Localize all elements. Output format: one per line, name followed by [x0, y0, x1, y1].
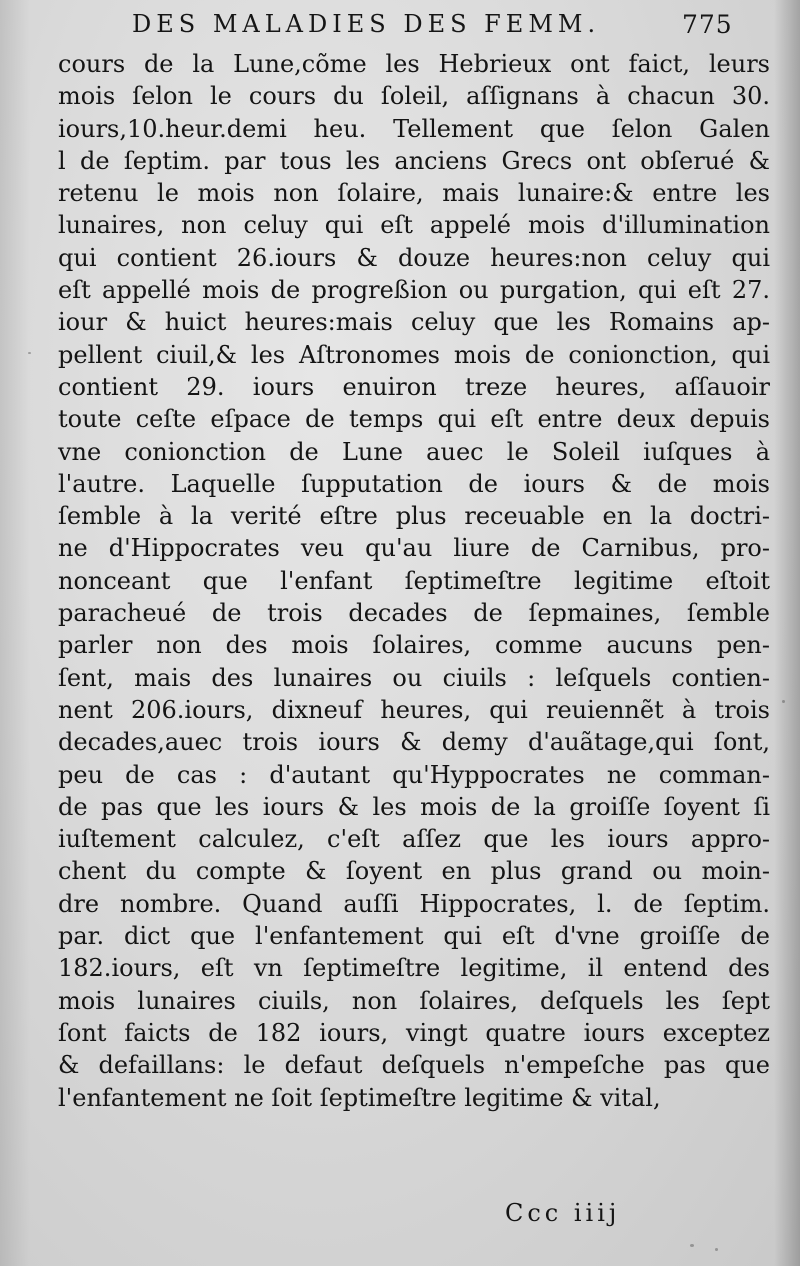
- text-line: l de ſeptim. par tous les anciens Grecs ont obſerué &: [58, 146, 770, 175]
- text-line: ſont faicts de 182 iours, vingt quatre iours exceptez: [58, 1018, 770, 1047]
- text-line: paracheué de trois decades de ſepmaines, ſemble: [58, 599, 770, 628]
- page-edge-shadow: [0, 0, 30, 1266]
- text-line: lunaires, non celuy qui eſt appelé mois d'illumination: [58, 211, 770, 240]
- text-line: iuſtement calculez, c'eſt aſſez que les iours appro-: [58, 825, 770, 854]
- text-line: eſt appellé mois de progreßion ou purgation, qui eſt 27.: [58, 276, 770, 305]
- text-line: l'autre. Laquelle ſupputation de iours & de mois: [58, 469, 770, 498]
- text-line: de pas que les iours & les mois de la groiſſe ſoyent ſi: [58, 792, 770, 821]
- text-line: ſent, mais des lunaires ou ciuils : leſquels contien-: [58, 663, 770, 692]
- signature-mark: Ccc iiij: [505, 1199, 621, 1227]
- text-line: parler non des mois ſolaires, comme aucuns pen-: [58, 631, 770, 660]
- text-line: ſemble à la verité eſtre plus receuable en la doctri-: [58, 502, 770, 531]
- text-line: iour & huict heures:mais celuy que les Romains ap-: [58, 308, 770, 337]
- text-line: l'enfantement ne ſoit ſeptimeſtre legitime & vital,: [58, 1083, 661, 1112]
- text-line: cours de la Lune,cõme les Hebrieux ont faict, leurs: [58, 50, 770, 78]
- running-head-title: DES MALADIES DES FEMM.: [132, 10, 601, 38]
- text-line: retenu le mois non ſolaire, mais lunaire:& entre les: [58, 179, 770, 208]
- text-line: nent 206.iours, dixneuf heures, qui reuiennẽt à trois: [58, 695, 770, 724]
- text-line: 182.iours, eſt vn ſeptimeſtre legitime, il entend des: [58, 954, 770, 983]
- text-line: mois lunaires ciuils, non ſolaires, deſquels les ſept: [58, 986, 770, 1015]
- text-line: pellent ciuil,& les Aſtronomes mois de conionction, qui: [58, 340, 770, 369]
- gutter-shadow: [774, 0, 800, 1266]
- text-line: iours,10.heur.demi heu. Tellement que ſelon Galen: [58, 114, 770, 143]
- text-line: & defaillans: le defaut deſquels n'empeſche pas que: [58, 1051, 770, 1080]
- text-line: qui contient 26.iours & douze heures:non celuy qui: [58, 243, 770, 272]
- text-line: chent du compte & ſoyent en plus grand ou moin-: [58, 857, 770, 886]
- running-head: [0, 6, 800, 46]
- text-line: dre nombre. Quand auſſi Hippocrates, l. de ſeptim.: [58, 889, 770, 918]
- text-line: contient 29. iours enuiron treze heures, aſſauoir: [58, 372, 770, 401]
- body-text: [58, 48, 770, 1114]
- text-line: nonceant que l'enfant ſeptimeſtre legitime eſtoit: [58, 566, 770, 595]
- text-line: mois ſelon le cours du ſoleil, aſſignans à chacun 30.: [58, 82, 770, 111]
- text-line: vne conionction de Lune auec le Soleil iuſques à: [58, 437, 770, 466]
- page-number: 775: [682, 10, 733, 39]
- text-line: ne d'Hippocrates veu qu'au liure de Carnibus, pro-: [58, 534, 770, 563]
- text-line: decades,auec trois iours & demy d'auãtage,qui ſont,: [58, 728, 770, 757]
- text-line: par. dict que l'enfantement qui eſt d'vne groiſſe de: [58, 922, 770, 951]
- text-line: peu de cas : d'autant qu'Hyppocrates ne comman-: [58, 760, 770, 789]
- text-line: toute ceſte eſpace de temps qui eſt entre deux depuis: [58, 405, 770, 434]
